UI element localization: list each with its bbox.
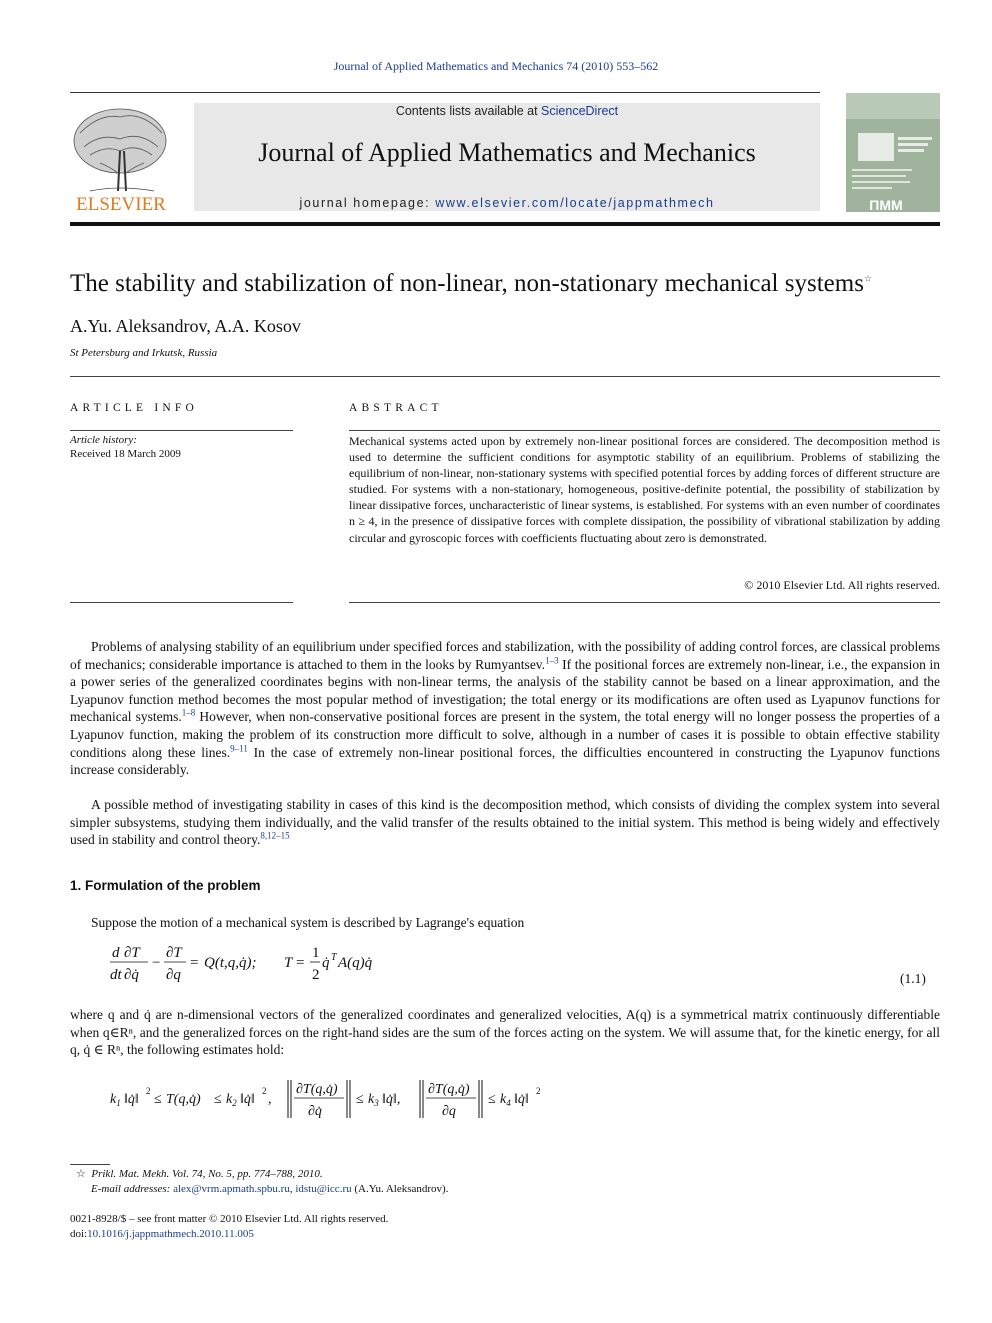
svg-text:=: =	[190, 955, 199, 971]
abstract-text: Mechanical systems acted upon by extremely non-linear positional forces are considered. The decomposition method is used to determine the sufficient conditions for asymptotic stability of an equilibrium. Problems of stabilizing the equilibrium of non-linear, non-stationary systems with specified potential forces by adding forces of different structure are studied. For systems with a non-stationary, homogeneous, positive-definite potential, the possibility of stabilization by linear dissipative forces, uncharacteristic of linear systems, is established. For systems with an even number of coordinates n ≥ 4, in the presence of dissipative forces with complete dissipation, the possibility of vibrational stabilization by adding circular and gyroscopic forces with coefficients fluctuating about zero is demonstrated.	[349, 434, 940, 545]
title-footnote-mark[interactable]: ☆	[863, 273, 872, 284]
ref-1-3[interactable]: 1–3	[545, 655, 559, 666]
masthead-rule	[70, 222, 940, 226]
svg-text:2: 2	[312, 967, 320, 983]
article-info-heading: ARTICLE INFO	[70, 402, 198, 414]
equation-number-1-1: (1.1)	[900, 971, 926, 986]
abstract-copyright: © 2010 Elsevier Ltd. All rights reserved.	[744, 578, 940, 592]
svg-text:,: ,	[268, 1092, 272, 1107]
journal-cover-image[interactable]	[846, 93, 940, 212]
elsevier-tree-icon	[70, 103, 172, 213]
doi-link[interactable]: 10.1016/j.jappmathmech.2010.11.005	[87, 1228, 254, 1240]
footnote-emails	[91, 1182, 448, 1197]
svg-text:Q(t,q,q̇);: Q(t,q,q̇);	[204, 955, 257, 971]
email-owner: (A.Yu. Aleksandrov).	[351, 1183, 449, 1195]
article-info-rule	[70, 430, 293, 431]
svg-text:A(q)q̇: A(q)q̇	[338, 955, 373, 971]
svg-text:d: d	[112, 945, 120, 961]
ref-1-8[interactable]: 1–8	[181, 707, 196, 718]
contents-line	[194, 104, 820, 118]
svg-text:=: =	[296, 955, 305, 971]
intro-p1-part-b: If the positional forces are extremely non-linear, i.e., the expansion in a power series of the generalized coordinates begins with non-linear terms, the analysis of the stability cannot be based on a linear approximation, and the Lyapunov function method becomes the most popular method of investigation; the total energy or its modifications are often used as Lyapunov functions for mechanical systems.	[70, 656, 940, 725]
header-divider	[70, 92, 820, 93]
intro-p1-part-c: However, when non-conservative positional forces are present in the system, the total energy will no longer possess the properties of a Lyapunov function, making the problem of its construction more difficult to solve, although in a number of cases it is possible to obtain effective stability conditions along these lines.	[70, 709, 940, 760]
svg-text:−: −	[152, 955, 161, 971]
homepage-link[interactable]: www.elsevier.com/locate/jappmathmech	[435, 196, 715, 210]
intro-p2-text: A possible method of investigating stability in cases of this kind is the decomposition method, which consists of dividing the complex system into several simpler subsystems, studying them individually, and the valid transfer of the results obtained to the initial system. This method is being widely and effectively used in stability and control theory.	[70, 797, 940, 848]
estimates-formula	[108, 1076, 548, 1122]
journal-citation[interactable]: Journal of Applied Mathematics and Mechanics 74 (2010) 553–562	[333, 59, 659, 73]
svg-text:∂T(q,q̇): ∂T(q,q̇)	[296, 1082, 338, 1097]
svg-text:2: 2	[536, 1086, 541, 1096]
article-authors: A.Yu. Aleksandrov, A.A. Kosov	[70, 316, 301, 336]
intro-paragraph-1	[70, 638, 940, 779]
journal-homepage	[194, 196, 820, 210]
article-title	[70, 270, 950, 298]
sciencedirect-link[interactable]: ScienceDirect	[541, 104, 619, 118]
svg-text:dt: dt	[110, 967, 122, 983]
intro-paragraph-2	[70, 796, 940, 849]
svg-text:≤: ≤	[214, 1092, 222, 1107]
svg-text:∂q̇: ∂q̇	[124, 967, 139, 983]
journal-title: Journal of Applied Mathematics and Mechanics	[258, 138, 756, 167]
email-separator: ,	[289, 1183, 296, 1195]
article-history-label: Article history:	[70, 434, 137, 446]
svg-text:2: 2	[146, 1086, 151, 1096]
svg-text:‖q̇‖: ‖q̇‖	[514, 1092, 529, 1107]
abstract-bottom-rule	[349, 602, 940, 603]
issn-line: 0021-8928/$ – see front matter © 2010 Elsevier Ltd. All rights reserved.	[70, 1213, 389, 1225]
email-link-2[interactable]: idstu@icc.ru	[295, 1183, 352, 1195]
svg-text:‖q̇‖: ‖q̇‖	[240, 1092, 255, 1107]
svg-text:T: T	[331, 952, 337, 963]
footnote-source	[76, 1167, 323, 1182]
svg-text:∂T: ∂T	[124, 945, 140, 961]
abstract-heading: ABSTRACT	[349, 402, 443, 414]
abstract-rule	[349, 430, 940, 431]
email-link-1[interactable]: alex@vrm.apmath.spbu.ru	[173, 1183, 290, 1195]
svg-text:k3: $k_3$	[368, 1092, 379, 1108]
svg-text:1: 1	[312, 945, 320, 961]
cover-title: ПММ	[869, 197, 903, 212]
svg-text:k2: $k_2$	[226, 1092, 237, 1108]
svg-text:∂q̇: ∂q̇	[308, 1104, 322, 1119]
footnote-rule	[70, 1164, 110, 1165]
article-title-text: The stability and stabilization of non-linear, non-stationary mechanical systems	[70, 270, 864, 297]
section-1-heading: 1. Formulation of the problem	[70, 878, 261, 893]
elsevier-logo[interactable]	[70, 103, 172, 213]
svg-text:≤: ≤	[488, 1092, 496, 1107]
svg-text:∂T: ∂T	[166, 945, 182, 961]
footnote-mark: ☆	[76, 1168, 86, 1180]
svg-text:k1: $k_1$	[110, 1092, 121, 1108]
cover-art	[846, 93, 940, 212]
svg-text:∂q: ∂q	[166, 967, 181, 983]
svg-text:T: T	[284, 955, 293, 971]
svg-text:2: 2	[262, 1086, 267, 1096]
received-date: Received 18 March 2009	[70, 448, 181, 460]
svg-text:∂T(q,q̇): ∂T(q,q̇)	[428, 1082, 470, 1097]
svg-text:T(q,q̇): T(q,q̇)	[166, 1092, 201, 1107]
footnote-source-text: Prikl. Mat. Mekh. Vol. 74, No. 5, pp. 774–788, 2010.	[91, 1168, 323, 1180]
author-affiliation: St Petersburg and Irkutsk, Russia	[70, 347, 218, 359]
lagrange-equation	[110, 940, 410, 990]
kinetic-energy-estimates	[108, 1076, 548, 1127]
section-1-paragraph: where q and q̇ are n-dimensional vectors of the generalized coordinates and generalized velocities, A(q) is a symmetrical matrix continuously differentiable when q∈Rⁿ, and the generalized forces on the right-hand sides are the sum of the forces acting on the system. We will assume that, for the kinetic energy, for all q, q̇ ∈ Rⁿ, the following estimates hold:	[70, 1007, 940, 1058]
article-info-bottom-rule	[70, 602, 293, 603]
intro-p1-part-d: In the case of extremely non-linear positional forces, the difficulties encountered in constructing the Lyapunov functions increase considerably.	[70, 744, 940, 778]
ref-8-12-15[interactable]: 8,12–15	[260, 830, 290, 841]
svg-text:‖q̇‖: ‖q̇‖	[124, 1092, 139, 1107]
svg-text:q̇: q̇	[322, 955, 330, 971]
ref-9-11[interactable]: 9–11	[230, 743, 248, 754]
doi-label: doi:	[70, 1228, 88, 1240]
svg-text:k4: $k_4$	[500, 1092, 511, 1108]
svg-text:‖q̇‖,: ‖q̇‖,	[382, 1092, 401, 1107]
contents-prefix: Contents lists available at	[395, 104, 542, 118]
logo-text: ELSEVIER	[76, 194, 166, 213]
doi-line	[70, 1227, 254, 1242]
intro-p1-part-a: Problems of analysing stability of an equilibrium under specified forces and stabilization, with the possibility of adding control forces, are classical problems of mechanics; considerable importance is attached to them in the looks by Rumyantsev.	[70, 639, 940, 672]
svg-text:≤: ≤	[356, 1092, 364, 1107]
section-1-lead: Suppose the motion of a mechanical system is described by Lagrange's equation	[91, 915, 525, 930]
homepage-prefix: journal homepage:	[299, 196, 436, 210]
email-label: E-mail addresses:	[91, 1183, 174, 1195]
equation-1-1	[110, 940, 410, 995]
svg-text:≤: ≤	[154, 1092, 162, 1107]
svg-text:∂q: ∂q	[442, 1104, 456, 1119]
title-divider	[70, 376, 940, 377]
